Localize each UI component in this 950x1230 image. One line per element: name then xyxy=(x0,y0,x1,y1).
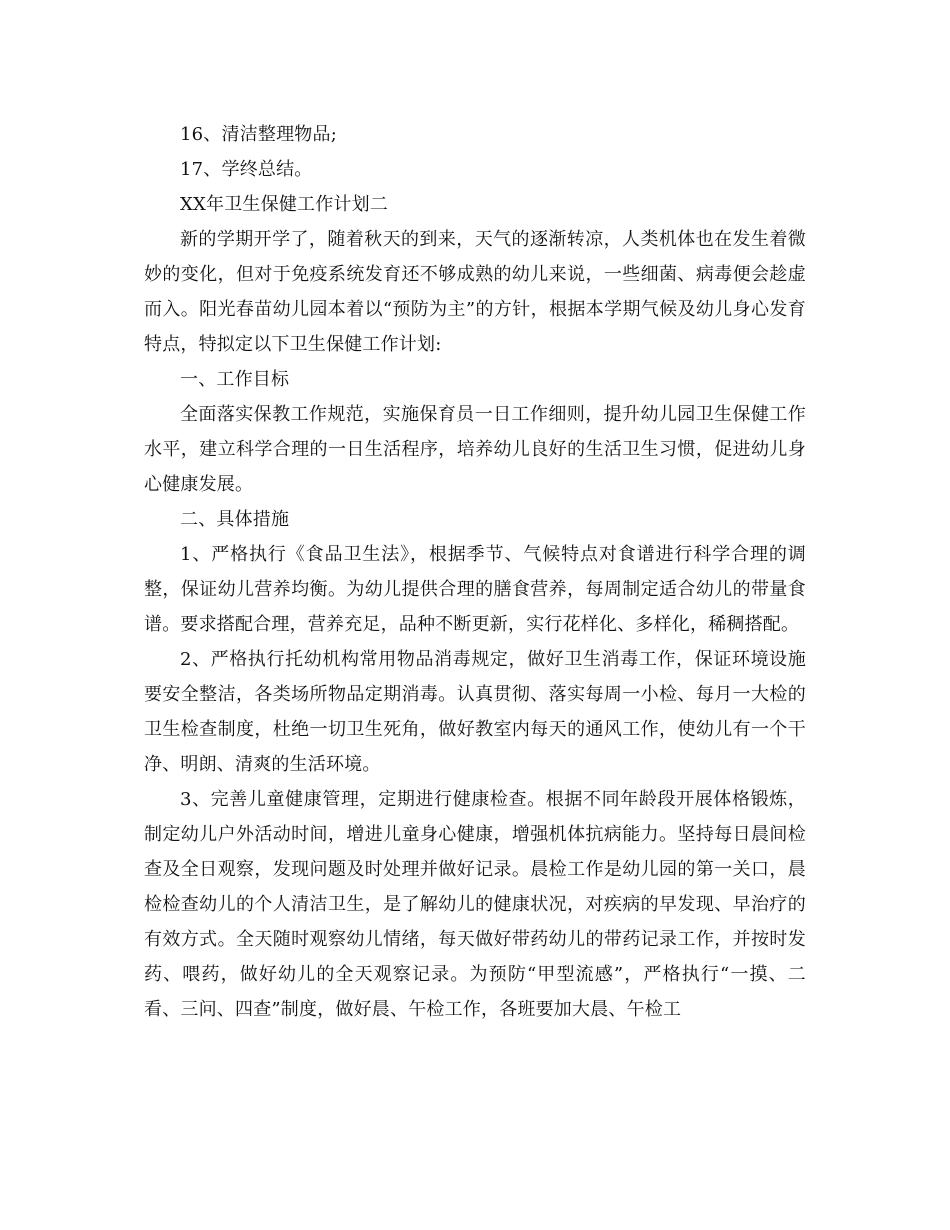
heading-work-goals: 一、工作目标 xyxy=(180,369,290,390)
heading-specific-measures: 二、具体措施 xyxy=(180,509,290,530)
measure-3-paragraph: 3、完善儿童健康管理，定期进行健康检查。根据不同年龄段开展体格锻炼，制定幼儿户外活动时间，增进儿童身心健康，增强机体抗病能力。坚持每日晨间检查及全日观察，发现问题及时处理并做好记录。晨检工作是幼儿园的第一关口，晨检检查幼儿的个人清洁卫生，是了解幼儿的健康状况，对疾病的早发现、早治疗的有效方式。全天随时观察幼儿情绪，每天做好带药幼儿的带药记录工作，并按时发药、喂药，做好幼儿的全天观察记录。为预防“甲型流感”，严格执行“一摸、二看、三问、四查”制度，做好晨、午检工作，各班要加大晨、午检工 xyxy=(144,789,806,1020)
work-goals-paragraph: 全面落实保教工作规范，实施保育员一日工作细则，提升幼儿园卫生保健工作水平，建立科学合理的一日生活程序，培养幼儿良好的生活卫生习惯，促进幼儿身心健康发展。 xyxy=(144,404,806,495)
measure-1-paragraph: 1、严格执行《食品卫生法》，根据季节、气候特点对食谱进行科学合理的调整，保证幼儿营养均衡。为幼儿提供合理的膳食营养，每周制定适合幼儿的带量食谱。要求搭配合理，营养充足，品种不断更新，实行花样化、多样化，稀稠搭配。 xyxy=(144,544,806,635)
measure-2-paragraph: 2、严格执行托幼机构常用物品消毒规定，做好卫生消毒工作，保证环境设施要安全整洁，各类场所物品定期消毒。认真贯彻、落实每周一小检、每月一大检的卫生检查制度，杜绝一切卫生死角，做好教室内每天的通风工作，使幼儿有一个干净、明朗、清爽的生活环境。 xyxy=(144,649,806,775)
paragraph-item-17: 17、学终总结。 xyxy=(180,159,313,180)
paragraph-item-16: 16、清洁整理物品; xyxy=(180,124,337,145)
section-title: XX年卫生保健工作计划二 xyxy=(180,194,389,215)
intro-paragraph: 新的学期开学了，随着秋天的到来，天气的逐渐转凉，人类机体也在发生着微妙的变化，但对于免疫系统发育还不够成熟的幼儿来说，一些细菌、病毒便会趁虚而入。阳光春苗幼儿园本着以“预防为主”的方针，根据本学期气候及幼儿身心发育特点，特拟定以下卫生保健工作计划: xyxy=(144,229,806,355)
document-body xyxy=(144,117,806,1027)
